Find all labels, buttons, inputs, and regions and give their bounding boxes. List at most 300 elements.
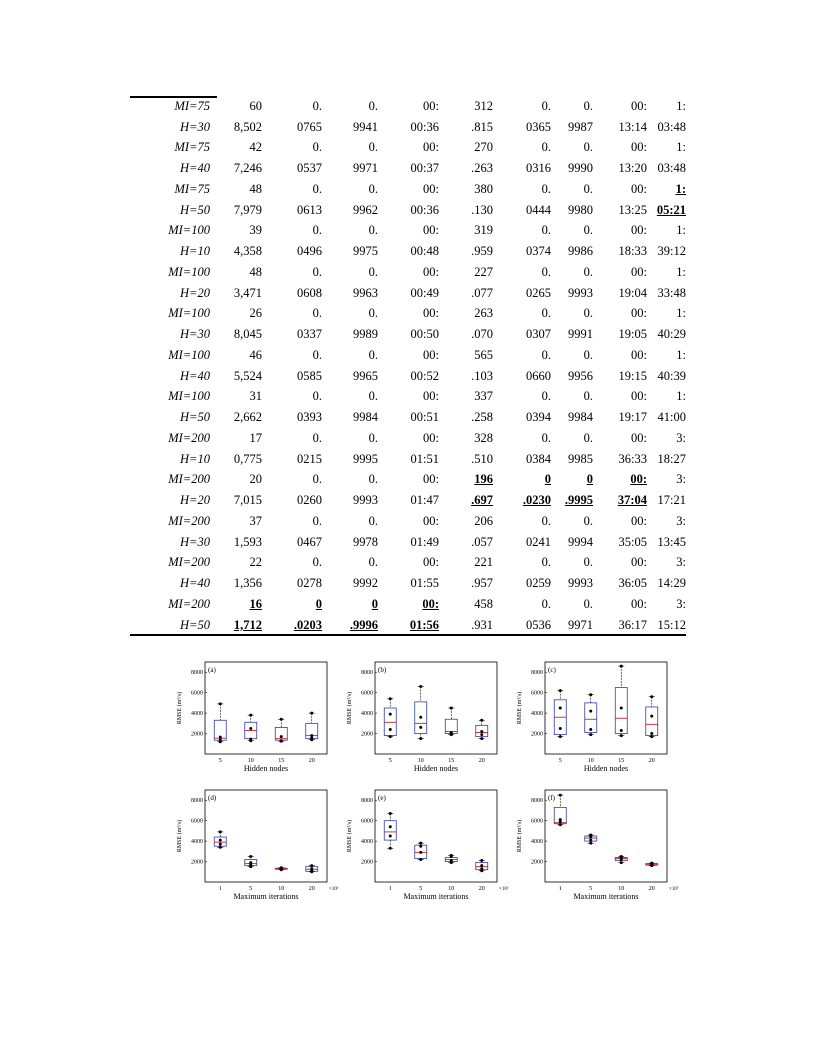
table-cell: 0613: [297, 202, 322, 217]
table-cell: 0241: [526, 534, 551, 549]
data-point: [480, 864, 483, 867]
table-cell: 9995: [353, 451, 378, 466]
table-cell: 18:33: [618, 244, 647, 259]
table-cell: 458: [474, 596, 493, 611]
table-cell: 05:21: [656, 202, 686, 217]
table-cell: 9992: [353, 576, 378, 591]
table-cell: .815: [471, 119, 493, 134]
results-table-body: [130, 96, 686, 636]
row-label: MI=75: [174, 98, 210, 113]
table-row: [130, 553, 686, 574]
table-cell: .258: [471, 410, 493, 425]
table-cell: 39: [249, 223, 262, 238]
min-point: [219, 846, 222, 849]
panel-label: (d): [208, 794, 217, 802]
panel-label: (b): [378, 666, 387, 674]
panel-label: (f): [548, 794, 555, 802]
table-cell: 263: [474, 306, 493, 321]
table-cell: 0.: [541, 347, 551, 362]
table-cell: 0.: [541, 596, 551, 611]
table-cell: 3,471: [233, 285, 262, 300]
min-point: [589, 733, 592, 736]
table-cell: 0.: [583, 181, 593, 196]
max-point: [480, 859, 483, 862]
table-cell: 4,358: [233, 244, 262, 259]
table-cell: 18:27: [657, 451, 686, 466]
row-label: MI=200: [168, 513, 210, 528]
table-cell: 0259: [526, 576, 551, 591]
table-cell: 48: [249, 264, 262, 279]
x-tick-label: 15: [278, 758, 285, 764]
table-cell: 0.: [583, 347, 593, 362]
table-cell: 0.: [583, 98, 593, 113]
y-tick-label: 6000: [191, 818, 203, 825]
y-tick-label: 2000: [361, 731, 373, 738]
row-label: H=50: [180, 202, 210, 217]
table-cell: 17:21: [657, 493, 686, 508]
table-cell: 1,356: [233, 576, 262, 591]
table-cell: 227: [474, 264, 493, 279]
table-cell: 0.: [368, 306, 378, 321]
y-tick-label: 8000: [361, 798, 373, 805]
table-row: [130, 96, 686, 117]
table-cell: 00:: [631, 306, 647, 321]
boxplot-panel: [516, 790, 679, 901]
table-cell: 0.: [312, 347, 322, 362]
table-cell: 9963: [353, 285, 378, 300]
row-label: H=40: [180, 161, 210, 176]
table-cell: 9989: [353, 327, 378, 342]
y-tick-label: 4000: [191, 711, 203, 718]
table-cell: 380: [474, 181, 493, 196]
table-cell: 1:: [676, 389, 686, 404]
table-cell: 0.: [541, 140, 551, 155]
x-tick-label: 20: [648, 758, 655, 764]
row-label: MI=100: [168, 306, 210, 321]
min-point: [480, 737, 483, 740]
panel-label: (c): [548, 666, 556, 674]
boxplot-panel: [176, 790, 339, 901]
table-cell: 00:37: [410, 161, 439, 176]
table-cell: 00:: [423, 306, 439, 321]
data-point: [450, 855, 453, 858]
min-point: [620, 734, 623, 737]
table-cell: 22: [249, 555, 262, 570]
data-point: [310, 734, 313, 737]
table-cell: 1:: [676, 98, 686, 113]
table-cell: 00:: [631, 223, 647, 238]
table-cell: 15:12: [657, 617, 686, 632]
table-cell: 40:39: [657, 368, 686, 383]
table-cell: 14:29: [657, 576, 686, 591]
table-cell: 337: [474, 389, 493, 404]
data-point: [280, 739, 283, 742]
table-row: [130, 117, 686, 138]
table-cell: 01:47: [410, 493, 439, 508]
y-tick-label: 8000: [361, 670, 373, 677]
table-cell: 3:: [676, 555, 686, 570]
table-cell: 0444: [526, 202, 551, 217]
row-label: H=40: [180, 368, 210, 383]
table-cell: 0.: [368, 513, 378, 528]
y-tick-label: 8000: [191, 670, 203, 677]
table-cell: 39:12: [657, 244, 686, 259]
table-cell: 0.: [312, 264, 322, 279]
table-cell: 9993: [353, 493, 378, 508]
data-point: [589, 728, 592, 731]
table-cell: 3:: [676, 596, 686, 611]
min-point: [419, 737, 422, 740]
boxplot-panel: [346, 790, 509, 901]
table-cell: 13:45: [657, 534, 686, 549]
table-cell: .0203: [293, 617, 322, 632]
table-cell: 565: [474, 347, 493, 362]
table-cell: 00:: [423, 430, 439, 445]
table-cell: 00:50: [410, 327, 439, 342]
data-point: [249, 727, 252, 730]
table-cell: 3:: [676, 430, 686, 445]
table-cell: 00:: [423, 140, 439, 155]
table-cell: 2,662: [233, 410, 262, 425]
table-cell: 00:: [423, 223, 439, 238]
table-row: [130, 594, 686, 615]
data-point: [219, 736, 222, 739]
table-cell: 0278: [297, 576, 322, 591]
table-cell: 00:: [631, 347, 647, 362]
table-cell: 0.: [583, 513, 593, 528]
table-row: [130, 532, 686, 553]
table-cell: 9987: [568, 119, 593, 134]
x-unit-label: ×10³: [329, 887, 339, 892]
x-axis-label: Hidden nodes: [243, 764, 289, 773]
table-cell: 0.: [312, 472, 322, 487]
table-cell: 01:51: [410, 451, 439, 466]
table-cell: 00:51: [410, 410, 439, 425]
x-tick-label: 10: [448, 886, 455, 892]
data-point: [389, 728, 392, 731]
table-row: [130, 324, 686, 345]
data-point: [280, 735, 283, 738]
table-cell: 1:: [676, 140, 686, 155]
table-cell: 0.: [541, 181, 551, 196]
table-cell: 0.: [368, 264, 378, 279]
data-point: [249, 861, 252, 864]
box: [615, 688, 627, 734]
table-cell: 0.: [541, 98, 551, 113]
x-tick-label: 10: [278, 886, 285, 892]
table-cell: 46: [249, 347, 262, 362]
table-row: [130, 573, 686, 594]
table-cell: 7,015: [233, 493, 262, 508]
max-point: [310, 864, 313, 867]
table-cell: 00:: [631, 98, 647, 113]
table-cell: 36:05: [618, 576, 647, 591]
table-cell: 00:: [631, 430, 647, 445]
x-tick-label: 5: [589, 886, 593, 892]
table-cell: 00:: [423, 98, 439, 113]
table-cell: 7,979: [233, 202, 262, 217]
table-cell: 13:20: [618, 161, 647, 176]
table-cell: .931: [471, 617, 493, 632]
max-point: [650, 695, 653, 698]
table-cell: 0.: [583, 430, 593, 445]
table-cell: 0316: [526, 161, 551, 176]
table-cell: 19:05: [618, 327, 647, 342]
table-cell: 00:36: [410, 119, 439, 134]
table-row: [130, 138, 686, 159]
table-cell: 0.: [368, 472, 378, 487]
table-row: [130, 179, 686, 200]
x-tick-label: 20: [648, 886, 655, 892]
table-cell: 0.: [583, 596, 593, 611]
min-point: [559, 823, 562, 826]
plot-frame: [375, 790, 497, 882]
table-cell: 0: [544, 472, 551, 487]
max-point: [480, 719, 483, 722]
max-point: [620, 665, 623, 668]
data-point: [280, 867, 283, 870]
data-point: [480, 867, 483, 870]
row-label: MI=200: [168, 596, 210, 611]
table-cell: 00:: [631, 140, 647, 155]
boxplot-figure: [160, 656, 680, 906]
data-point: [419, 845, 422, 848]
table-cell: 1:: [675, 181, 686, 196]
table-row: [130, 490, 686, 511]
table-row: [130, 262, 686, 283]
table-cell: 00:: [422, 596, 439, 611]
min-point: [559, 735, 562, 738]
table-cell: 0: [586, 472, 593, 487]
x-tick-label: 5: [249, 886, 253, 892]
table-cell: 0.: [583, 389, 593, 404]
table-cell: 00:: [423, 472, 439, 487]
table-cell: 1:: [676, 306, 686, 321]
y-tick-label: 2000: [531, 859, 543, 866]
y-tick-label: 4000: [531, 839, 543, 846]
table-cell: 0.: [583, 555, 593, 570]
x-tick-label: 1: [388, 886, 392, 892]
row-label: MI=100: [168, 389, 210, 404]
table-cell: 0.: [583, 223, 593, 238]
table-cell: 13:14: [618, 119, 647, 134]
table-cell: 0.: [368, 347, 378, 362]
data-point: [559, 818, 562, 821]
max-point: [219, 702, 222, 705]
x-axis-label: Hidden nodes: [413, 764, 459, 773]
table-cell: .070: [471, 327, 493, 342]
table-row: [130, 200, 686, 221]
max-point: [419, 842, 422, 845]
table-row: [130, 283, 686, 304]
data-point: [310, 737, 313, 740]
max-point: [389, 812, 392, 815]
table-cell: 1,593: [233, 534, 262, 549]
y-tick-label: 8000: [531, 798, 543, 805]
table-cell: 01:56: [409, 617, 439, 632]
table-cell: 9941: [353, 119, 378, 134]
table-cell: 36:17: [618, 617, 647, 632]
x-tick-label: 10: [587, 758, 594, 764]
data-point: [650, 715, 653, 718]
table-cell: 9956: [568, 368, 593, 383]
data-point: [419, 716, 422, 719]
table-cell: 00:: [631, 555, 647, 570]
data-point: [620, 729, 623, 732]
table-cell: 196: [474, 472, 493, 487]
data-point: [589, 836, 592, 839]
table-cell: 00:: [423, 389, 439, 404]
panel-label: (e): [378, 794, 386, 802]
table-cell: 9993: [568, 285, 593, 300]
boxplot-panel: [176, 662, 327, 773]
x-tick-label: 5: [419, 886, 423, 892]
table-cell: 0.: [583, 306, 593, 321]
table-cell: 00:: [423, 513, 439, 528]
max-point: [249, 855, 252, 858]
table-cell: 00:: [423, 347, 439, 362]
x-axis-label: Hidden nodes: [583, 764, 629, 773]
table-cell: 0307: [526, 327, 551, 342]
x-tick-label: 10: [417, 758, 424, 764]
x-tick-label: 5: [388, 758, 392, 764]
table-cell: 9980: [568, 202, 593, 217]
data-point: [310, 867, 313, 870]
y-tick-label: 6000: [361, 690, 373, 697]
x-tick-label: 5: [218, 758, 222, 764]
table-cell: 0608: [297, 285, 322, 300]
table-cell: 9991: [568, 327, 593, 342]
table-cell: 9994: [568, 534, 593, 549]
table-row: [130, 221, 686, 242]
data-point: [480, 730, 483, 733]
table-cell: 01:49: [410, 534, 439, 549]
table-cell: 13:25: [618, 202, 647, 217]
table-cell: 41:00: [657, 410, 686, 425]
box: [384, 708, 396, 736]
table-cell: 0365: [526, 119, 551, 134]
row-label: H=50: [180, 617, 210, 632]
table-cell: .130: [471, 202, 493, 217]
table-cell: 9984: [568, 410, 593, 425]
table-row: [130, 615, 686, 636]
data-point: [650, 732, 653, 735]
table-cell: 0260: [297, 493, 322, 508]
x-tick-label: 20: [478, 886, 485, 892]
table-cell: 0.: [541, 306, 551, 321]
data-point: [589, 839, 592, 842]
table-cell: 0394: [526, 410, 551, 425]
data-point: [389, 825, 392, 828]
table-cell: 8,502: [233, 119, 262, 134]
data-point: [219, 738, 222, 741]
table-cell: 0,775: [233, 451, 262, 466]
x-tick-label: 10: [247, 758, 254, 764]
table-cell: 1:: [676, 347, 686, 362]
table-cell: 0496: [297, 244, 322, 259]
table-cell: 9984: [353, 410, 378, 425]
y-tick-label: 4000: [531, 711, 543, 718]
table-cell: .0230: [522, 493, 551, 508]
data-point: [450, 731, 453, 734]
table-row: [130, 345, 686, 366]
table-cell: 8,045: [233, 327, 262, 342]
data-point: [620, 707, 623, 710]
table-cell: 00:: [631, 181, 647, 196]
table-cell: 00:: [423, 555, 439, 570]
table-cell: 0.: [541, 264, 551, 279]
table-cell: 0.: [368, 181, 378, 196]
data-point: [450, 859, 453, 862]
table-row: [130, 366, 686, 387]
table-cell: 0: [315, 596, 322, 611]
table-row: [130, 304, 686, 325]
table-cell: 0.: [312, 555, 322, 570]
max-point: [219, 830, 222, 833]
plot-frame: [205, 790, 327, 882]
max-point: [559, 794, 562, 797]
box: [646, 707, 658, 736]
y-tick-label: 4000: [361, 711, 373, 718]
data-point: [419, 726, 422, 729]
table-cell: 19:15: [618, 368, 647, 383]
table-cell: .103: [471, 368, 493, 383]
table-cell: 0.: [368, 555, 378, 570]
y-tick-label: 2000: [191, 731, 203, 738]
row-label: MI=100: [168, 347, 210, 362]
data-point: [650, 863, 653, 866]
table-row: [130, 407, 686, 428]
table-cell: 7,246: [233, 161, 262, 176]
table-cell: 206: [474, 513, 493, 528]
min-point: [650, 735, 653, 738]
table-cell: 312: [474, 98, 493, 113]
max-point: [389, 697, 392, 700]
table-cell: 1:: [676, 223, 686, 238]
x-unit-label: ×10³: [669, 887, 679, 892]
table-cell: 00:36: [410, 202, 439, 217]
x-axis-label: Maximum iterations: [403, 892, 469, 901]
table-cell: 0.: [312, 223, 322, 238]
table-cell: 03:48: [657, 119, 686, 134]
x-axis-label: Maximum iterations: [573, 892, 639, 901]
y-tick-label: 6000: [361, 818, 373, 825]
y-axis-label: RMSE (m³/s): [177, 691, 183, 725]
max-point: [450, 707, 453, 710]
table-cell: 9985: [568, 451, 593, 466]
table-cell: 0215: [297, 451, 322, 466]
x-unit-label: ×10³: [499, 887, 509, 892]
boxplot-panel: [516, 662, 667, 773]
table-cell: 00:: [631, 513, 647, 528]
y-axis-label: RMSE (m³/s): [347, 691, 353, 725]
x-axis-label: Maximum iterations: [233, 892, 299, 901]
table-cell: 0.: [368, 430, 378, 445]
min-point: [389, 735, 392, 738]
row-label: H=30: [180, 119, 210, 134]
row-label: MI=75: [174, 181, 210, 196]
table-cell: 5,524: [233, 368, 262, 383]
table-cell: 3:: [676, 513, 686, 528]
y-tick-label: 8000: [191, 798, 203, 805]
table-cell: 0537: [297, 161, 322, 176]
y-tick-label: 2000: [191, 859, 203, 866]
row-label: MI=200: [168, 555, 210, 570]
table-cell: 0536: [526, 617, 551, 632]
table-cell: 0.: [312, 389, 322, 404]
y-tick-label: 6000: [191, 690, 203, 697]
table-cell: 0.: [312, 181, 322, 196]
